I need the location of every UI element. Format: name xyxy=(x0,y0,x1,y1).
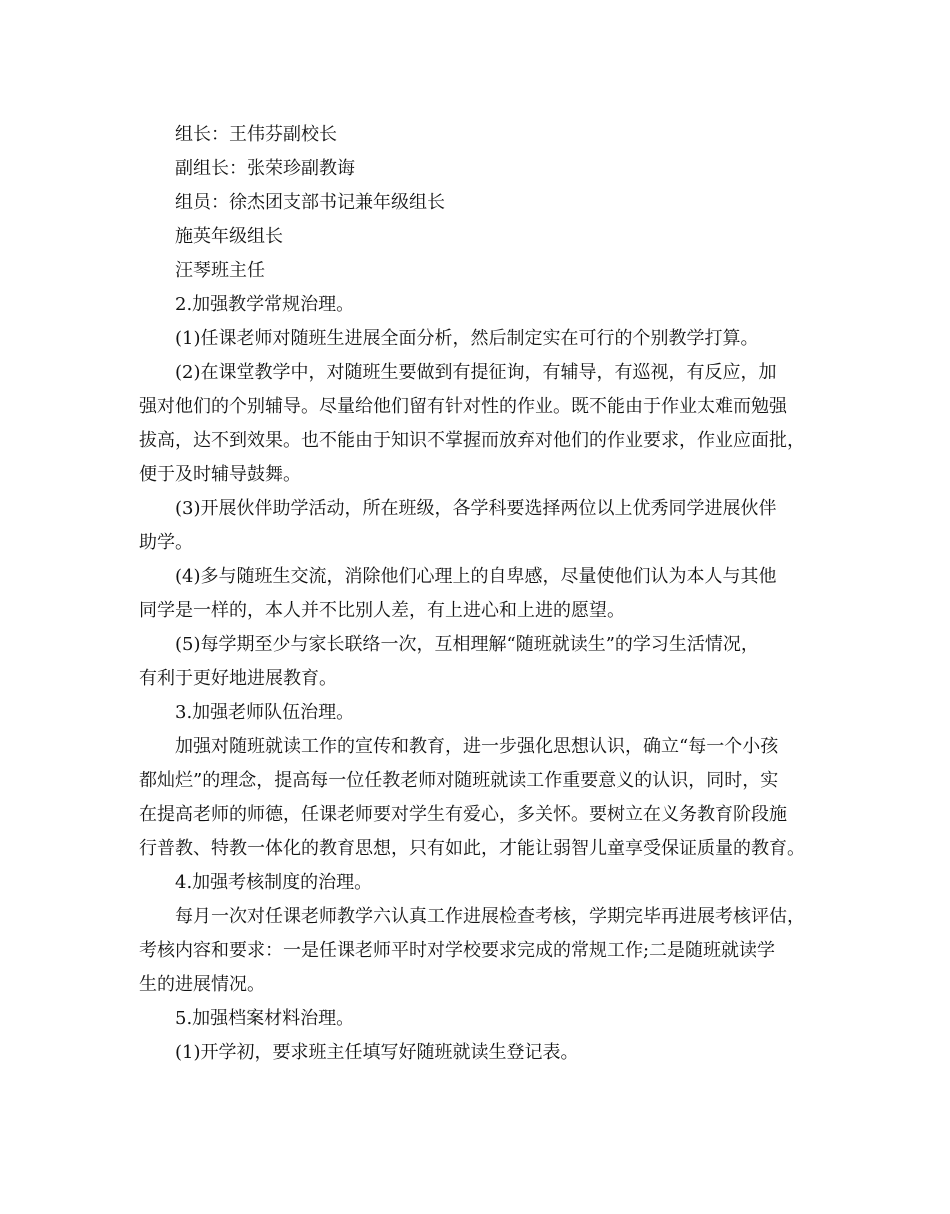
text-line: 在提高老师的师德，任课老师要对学生有爱心，多关怀。要树立在义务教育阶段施 xyxy=(139,804,787,825)
text-line: 行普教、特教一体化的教育思想，只有如此，才能让弱智儿童享受保证质量的教育。 xyxy=(139,838,805,859)
section-heading: 5.加强档案材料治理。 xyxy=(175,1008,355,1029)
section-heading: 3.加强老师队伍治理。 xyxy=(175,702,355,723)
text-line: 副组长：张荣珍副教诲 xyxy=(175,158,355,179)
text-line: (1)任课老师对随班生进展全面分析，然后制定实在可行的个别教学打算。 xyxy=(175,328,759,349)
text-line: 加强对随班就读工作的宣传和教育，进一步强化思想认识，确立“每一个小孩 xyxy=(175,736,779,757)
document-body xyxy=(139,118,825,1070)
text-line: (4)多与随班生交流，消除他们心理上的自卑感，尽量使他们认为本人与其他 xyxy=(175,566,777,587)
text-line: (2)在课堂教学中，对随班生要做到有提征询，有辅导，有巡视，有反应，加 xyxy=(175,362,777,383)
text-line: 考核内容和要求：一是任课老师平时对学校要求完成的常规工作;二是随班就读学 xyxy=(139,940,776,961)
text-line: 助学。 xyxy=(139,532,193,553)
text-line: (1)开学初，要求班主任填写好随班就读生登记表。 xyxy=(175,1042,579,1063)
text-line: 汪琴班主任 xyxy=(175,260,265,281)
text-line: 强对他们的个别辅导。尽量给他们留有针对性的作业。既不能由于作业太难而勉强 xyxy=(139,396,787,417)
text-line: 有利于更好地进展教育。 xyxy=(139,668,337,689)
text-line: 同学是一样的，本人并不比别人差，有上进心和上进的愿望。 xyxy=(139,600,625,621)
text-line: 组员：徐杰团支部书记兼年级组长 xyxy=(175,192,445,213)
text-line: (5)每学期至少与家长联络一次，互相理解“随班就读生”的学习生活情况， xyxy=(175,634,759,655)
text-line: 每月一次对任课老师教学六认真工作进展检查考核，学期完毕再进展考核评估， xyxy=(175,906,805,927)
text-line: 都灿烂”的理念，提高每一位任教老师对随班就读工作重要意义的认识，同时，实 xyxy=(139,770,779,791)
text-line: 生的进展情况。 xyxy=(139,974,265,995)
text-line: 组长：王伟芬副校长 xyxy=(175,124,337,145)
text-line: 便于及时辅导鼓舞。 xyxy=(139,464,301,485)
section-heading: 2.加强教学常规治理。 xyxy=(175,294,355,315)
text-line: (3)开展伙伴助学活动，所在班级，各学科要选择两位以上优秀同学进展伙伴 xyxy=(175,498,777,519)
text-line: 拔高，达不到效果。也不能由于知识不掌握而放弃对他们的作业要求，作业应面批， xyxy=(139,430,805,451)
text-line: 施英年级组长 xyxy=(175,226,283,247)
section-heading: 4.加强考核制度的治理。 xyxy=(175,872,373,893)
